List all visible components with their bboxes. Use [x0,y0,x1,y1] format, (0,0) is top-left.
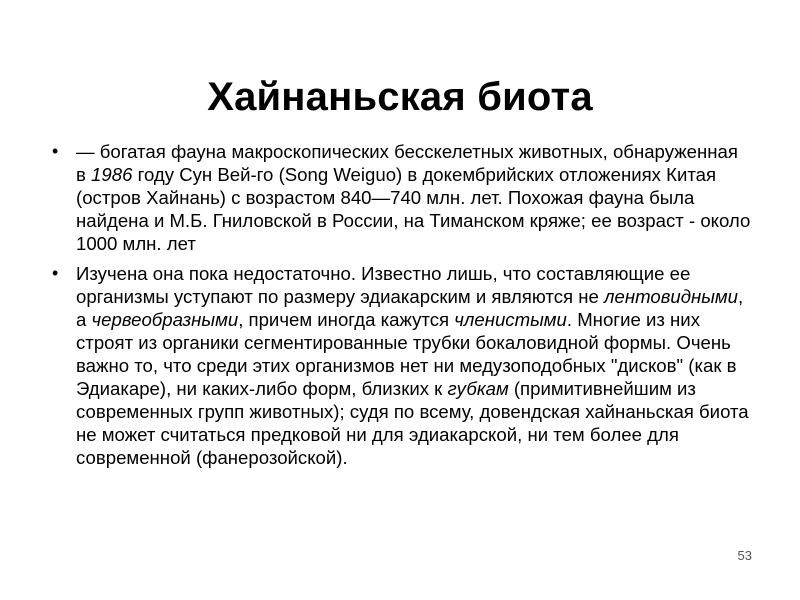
bullet-item-2 [52,262,752,469]
year-italic: 1986 [91,164,133,185]
bullet-item-1 [52,140,752,255]
bullet-marker: • [52,141,59,161]
bullet-list [52,140,752,476]
text-segment: — богатая фауна макроскопических бесскелетных животных, обнаруженная в [76,141,738,185]
text-segment: Изучена она пока недостаточно. Известно лишь, что составляющие ее организмы уступают по размеру эдиакарским и являются не [76,263,691,307]
term-italic: червеобразными [91,309,239,330]
text-segment: , а [76,286,744,330]
bullet-text-2 [76,263,749,468]
text-segment: , причем иногда кажутся [238,309,455,330]
page-number: 53 [737,548,752,563]
bullet-marker: • [52,263,59,283]
text-segment: (примитивнейшим из современных групп животных); судя по всему, довендская хайнаньская биота не может считаться предковой ни для эдиакарской, ни тем более для современной (фанерозойской). [76,378,749,468]
text-segment: году Сун Вей-го (Song Weiguo) в докембрийских отложениях Китая (остров Хайнань) с возрастом 840—740 млн. лет. Похожая фауна была найдена и М.Б. Гниловской в России, на Тиманском кряже; ее возраст - около 1000 млн. лет [76,164,751,254]
term-italic: лентовидными [604,286,739,307]
text-segment: . Многие из них строят из органики сегментированные трубки бокаловидной формы. Очень важно то, что среди этих организмов нет ни медузоподобных "дисков" (как в Эдиакаре), ни каких-либо форм, близких к [76,309,737,399]
bullet-text-1 [76,141,750,254]
term-italic: губкам [447,378,509,399]
slide-title: Хайнаньская биота [207,74,593,119]
term-italic: членистыми [454,309,567,330]
